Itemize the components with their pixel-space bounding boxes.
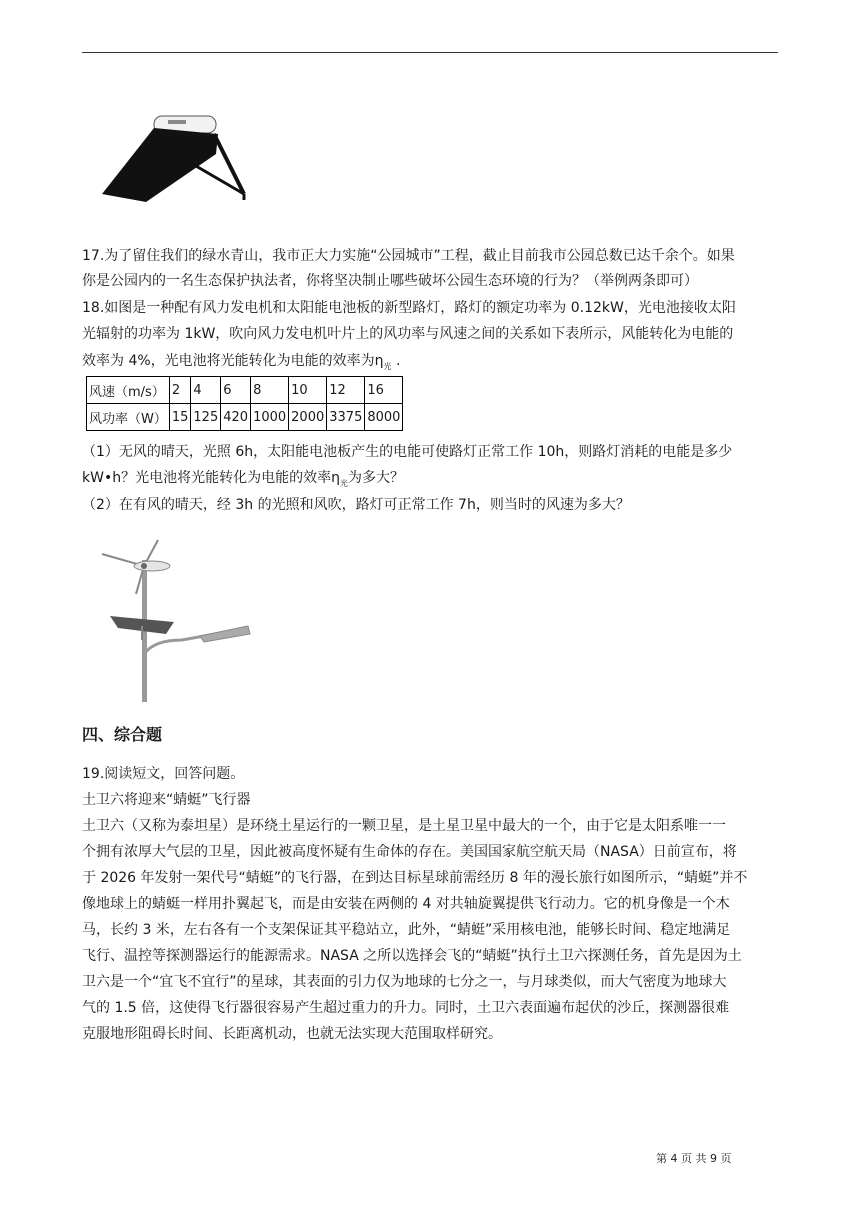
table-cell: 15: [169, 404, 191, 431]
q18-part1-line-2: [82, 466, 782, 496]
header-rule: [82, 52, 778, 53]
q18-line-3a: 效率为 4%，光电池将光能转化为电能的效率为η: [82, 353, 384, 369]
q18-part1-line-1: （1）无风的晴天，光照 6h，太阳能电池板产生的电能可使路灯正常工作 10h，则路灯消耗的电能是多少: [82, 444, 733, 460]
street-lamp-figure: [96, 536, 256, 706]
table-cell: 2: [169, 377, 191, 404]
table-cell: 16: [365, 377, 403, 404]
q19-paragraph-line: 克服地形阻碍长时间、长距离机动，也就无法实现大范围取样研究。: [82, 1026, 502, 1042]
q18-line-3: [82, 349, 782, 379]
solar-water-heater-figure: [96, 106, 256, 206]
table-row-wind-speed: [87, 377, 403, 404]
q19-paragraph-line: 飞行、温控等探测器运行的能源需求。NASA 之所以选择会飞的“蜻蜓”执行土卫六探测任务，首先是因为土: [82, 948, 742, 964]
q19-paragraph-line: 土卫六（又称为泰坦星）是环绕土星运行的一颗卫星，是土星卫星中最大的一个，由于它是太阳系唯一一: [82, 818, 726, 834]
q18-line-3b: .: [391, 353, 401, 369]
q19-paragraph-line: 马，长约 3 米，左右各有一个支架保证其平稳站立，此外，“蜻蜓”采用核电池，能够长时间、稳定地满足: [82, 922, 731, 938]
q19-paragraph-line: 卫六是一个“宜飞不宜行”的星球，其表面的引力仅为地球的七分之一，与月球类似，而大气密度为地球大: [82, 974, 727, 990]
eta-subscript: 光: [383, 361, 392, 371]
q18-part1-line-2a: kW•h？光电池将光能转化为电能的效率η: [82, 470, 340, 486]
table-cell: 8: [251, 377, 289, 404]
q18-line-2: 光辐射的功率为 1kW，吹向风力发电机叶片上的风功率与风速之间的关系如下表所示，风能转化为电能的: [82, 326, 734, 342]
table-row-label: 风速（m/s）: [87, 377, 170, 404]
q18-line-1: 18.如图是一种配有风力发电机和太阳能电池板的新型路灯，路灯的额定功率为 0.12kW，光电池接收太阳: [82, 300, 736, 316]
table-row-wind-power: [87, 404, 403, 431]
table-cell: 4: [191, 377, 221, 404]
q17-line-2: 你是公园内的一名生态保护执法者，你将坚决制止哪些破坏公园生态环境的行为？（举例两条即可）: [82, 273, 698, 289]
q18-part2: （2）在有风的晴天，经 3h 的光照和风吹，路灯可正常工作 7h，则当时的风速为多大？: [82, 497, 630, 513]
q19-article-title: 土卫六将迎来“蜻蜓”飞行器: [82, 792, 251, 808]
q19-intro: 19.阅读短文，回答问题。: [82, 766, 245, 782]
q19-paragraph-line: 气的 1.5 倍，这使得飞行器很容易产生超过重力的升力。同时，土卫六表面遍布起伏的沙丘，探测器很难: [82, 1000, 730, 1016]
table-cell: 420: [221, 404, 251, 431]
page-number: 第 4 页 共 9 页: [656, 1152, 732, 1165]
section-heading: 四、综合题: [82, 725, 163, 744]
q19-paragraph-line: 像地球上的蜻蜓一样用扑翼起飞，而是由安装在两侧的 4 对共轴旋翼提供飞行动力。它的机身像是一个木: [82, 896, 730, 912]
table-cell: 2000: [289, 404, 327, 431]
q19-paragraph-line: 个拥有浓厚大气层的卫星，因此被高度怀疑有生命体的存在。美国国家航空航天局（NASA）日前宣布，将: [82, 844, 737, 860]
table-cell: 10: [289, 377, 327, 404]
table-row-label: 风功率（W）: [87, 404, 170, 431]
table-cell: 125: [191, 404, 221, 431]
eta-subscript: 光: [339, 478, 348, 488]
q17-line-1: 17.为了留住我们的绿水青山，我市正大力实施“公园城市”工程，截止目前我市公园总数已达千余个。如果: [82, 248, 735, 264]
q18-part1-line-2b: 为多大？: [347, 470, 404, 486]
table-cell: 12: [327, 377, 365, 404]
q19-paragraph-line: 于 2026 年发射一架代号“蜻蜓”的飞行器，在到达目标星球前需经历 8 年的漫长旅行如图所示，“蜻蜓”并不: [82, 870, 748, 886]
table-cell: 6: [221, 377, 251, 404]
table-cell: 3375: [327, 404, 365, 431]
wind-power-table: [86, 376, 403, 431]
table-cell: 1000: [251, 404, 289, 431]
table-cell: 8000: [365, 404, 403, 431]
